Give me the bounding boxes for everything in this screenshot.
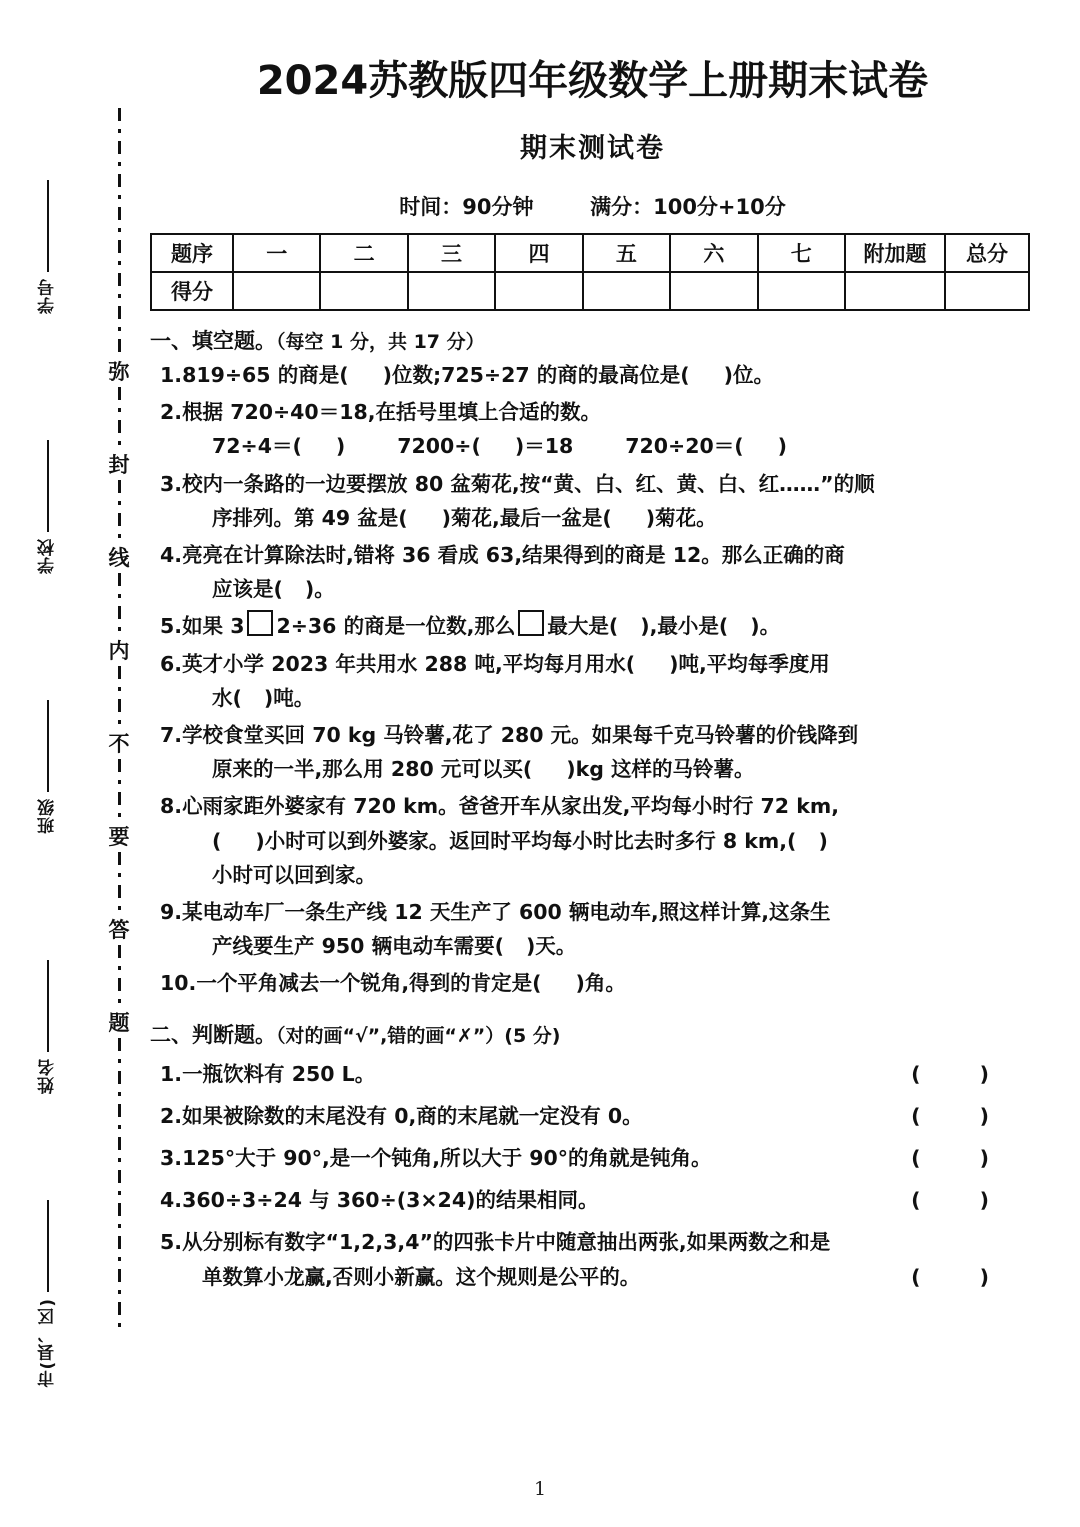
true-false-item-2 bbox=[150, 1100, 1035, 1133]
question-number: 3. bbox=[160, 471, 183, 496]
question-text: 心雨家距外婆家有 720 km。爸爸开车从家出发,平均每小时行 72 km, bbox=[182, 794, 839, 819]
table-row-score bbox=[151, 272, 1029, 310]
margin-label-xingming: 姓名 bbox=[37, 1058, 58, 1094]
expr-2-lhs: 7200÷( bbox=[397, 434, 481, 459]
question-text-end: 小时可以回到家。 bbox=[212, 862, 376, 887]
score-col-header-2: 二 bbox=[320, 234, 407, 272]
question-text-cont2: )菊花,最后一盆是( bbox=[441, 505, 612, 530]
question-text-end: )吨。 bbox=[263, 685, 315, 710]
seal-char-2: 线 bbox=[108, 546, 130, 570]
score-col-header-1: 一 bbox=[233, 234, 320, 272]
question-text-end: )角。 bbox=[575, 971, 626, 996]
seal-dash-segment bbox=[118, 1038, 121, 1328]
item-number: 5. bbox=[160, 1230, 183, 1255]
seal-dash-segment bbox=[118, 945, 121, 1009]
expr-1-lhs: 72÷4＝( bbox=[212, 434, 302, 459]
item-text: 125°大于 90°,是一个钝角,所以大于 90°的角就是钝角。 bbox=[182, 1146, 712, 1171]
question-text-cont: ( bbox=[212, 828, 222, 853]
question-text-cont2: )小时可以到外婆家。返回时平均每小时比去时多行 8 km,( bbox=[255, 828, 797, 853]
margin-field-shixianqu bbox=[18, 1200, 78, 1388]
question-6 bbox=[150, 648, 1035, 681]
question-text-cont: 2÷36 的商是一位数,那么 bbox=[276, 614, 516, 639]
question-text-cont3: ),最小是( bbox=[640, 614, 729, 639]
item-text: 从分别标有数字“1,2,3,4”的四张卡片中随意抽出两张,如果两数之和是 bbox=[182, 1230, 831, 1255]
exam-time-label: 时间：90分钟 bbox=[399, 195, 534, 219]
margin-rule bbox=[47, 440, 49, 532]
true-false-item-4 bbox=[150, 1184, 1035, 1217]
margin-rule bbox=[47, 700, 49, 792]
section-1-note: （每空 1 分，共 17 分） bbox=[276, 331, 485, 353]
question-7 bbox=[150, 719, 1035, 752]
seal-char-3: 内 bbox=[108, 639, 130, 663]
question-text-cont: 序排列。第 49 盆是( bbox=[212, 505, 408, 530]
score-cell-6[interactable] bbox=[670, 272, 757, 310]
seal-dash-segment bbox=[118, 480, 121, 544]
question-8-line3 bbox=[150, 859, 1035, 892]
seal-dash-segment bbox=[118, 387, 121, 451]
margin-rule bbox=[47, 960, 49, 1052]
question-text-cont: )位数;725÷27 的商的最高位是( bbox=[382, 363, 690, 387]
margin-label-xuexiao: 学校 bbox=[37, 538, 58, 574]
expr-1-rhs: ) bbox=[335, 434, 346, 459]
question-4-line2 bbox=[150, 573, 1035, 606]
question-text-cont2: 水( bbox=[212, 685, 242, 710]
question-2 bbox=[150, 396, 1035, 429]
score-table-row-label-0: 题序 bbox=[151, 234, 233, 272]
expr-3-lhs: 720÷20＝( bbox=[625, 434, 744, 459]
question-text: 学校食堂买回 70 kg 马铃薯,花了 280 元。如果每千克马铃薯的价钱降到 bbox=[182, 723, 859, 748]
true-false-item-5 bbox=[150, 1226, 1035, 1259]
question-1 bbox=[150, 359, 1035, 392]
answer-paren[interactable]: ( ) bbox=[911, 1061, 1015, 1086]
question-text: 一个平角减去一个锐角,得到的肯定是( bbox=[196, 971, 542, 996]
digit-box-icon[interactable] bbox=[247, 610, 273, 636]
question-8-line2 bbox=[150, 825, 1035, 858]
seal-dash-segment bbox=[118, 666, 121, 730]
exam-total-label: 满分：100分+10分 bbox=[590, 195, 786, 219]
question-text-end: )kg 这样的马铃薯。 bbox=[566, 757, 755, 782]
score-table bbox=[150, 233, 1030, 311]
answer-paren[interactable]: ( ) bbox=[911, 1103, 1015, 1128]
question-text: 某电动车厂一条生产线 12 天生产了 600 辆电动车,照这样计算,这条生 bbox=[182, 900, 831, 925]
true-false-item-1 bbox=[150, 1058, 1035, 1091]
section-2-title: 二、判断题。 bbox=[150, 1022, 276, 1047]
question-8 bbox=[150, 790, 1035, 823]
question-10 bbox=[150, 967, 1035, 1000]
question-number: 2. bbox=[160, 400, 183, 425]
table-row-header bbox=[151, 234, 1029, 272]
true-false-item-3 bbox=[150, 1142, 1035, 1175]
seal-char-6: 答 bbox=[108, 918, 130, 942]
score-cell-7[interactable] bbox=[758, 272, 845, 310]
score-col-header-6: 六 bbox=[670, 234, 757, 272]
expr-2-rhs: )＝18 bbox=[514, 434, 574, 459]
page-title: 2024苏教版四年级数学上册期末试卷 bbox=[256, 58, 929, 104]
paper-subtitle: 期末测试卷 bbox=[520, 133, 665, 164]
question-text: 校内一条路的一边要摆放 80 盆菊花,按“黄、白、红、黄、白、红……”的顺 bbox=[182, 471, 875, 496]
seal-dash-segment bbox=[118, 108, 121, 358]
score-cell-4[interactable] bbox=[495, 272, 582, 310]
expr-3-rhs: ) bbox=[777, 434, 787, 459]
score-cell-3[interactable] bbox=[408, 272, 495, 310]
section-1-title: 一、填空题。 bbox=[150, 329, 276, 353]
seal-char-7: 题 bbox=[108, 1011, 130, 1035]
seal-dash-segment bbox=[118, 852, 121, 916]
question-text-end: )天。 bbox=[525, 934, 577, 959]
question-number: 1. bbox=[160, 363, 183, 387]
margin-field-banji bbox=[18, 700, 78, 834]
question-text-cont: 原来的一半,那么用 280 元可以买( bbox=[212, 757, 533, 782]
question-text: 英才小学 2023 年共用水 288 吨,平均每月用水( bbox=[182, 651, 636, 676]
margin-field-xuexiao bbox=[18, 440, 78, 574]
question-number: 9. bbox=[160, 900, 183, 925]
section-2-note: （对的画“√”,错的画“✗”）(5 分) bbox=[276, 1024, 561, 1047]
question-text-end: )位。 bbox=[723, 363, 775, 387]
item-number: 4. bbox=[160, 1188, 183, 1213]
question-text-cont3: ) bbox=[818, 828, 828, 853]
question-7-line2 bbox=[150, 753, 1035, 786]
item-text: 一瓶饮料有 250 L。 bbox=[182, 1061, 376, 1086]
score-col-header-5: 五 bbox=[583, 234, 670, 272]
answer-paren[interactable]: ( ) bbox=[911, 1146, 1015, 1171]
seal-char-4: 不 bbox=[108, 732, 130, 756]
seal-char-1: 封 bbox=[108, 453, 130, 477]
item-text-cont: 单数算小龙赢,否则小新赢。这个规则是公平的。 bbox=[202, 1264, 641, 1289]
margin-label-banji: 班级 bbox=[37, 798, 58, 834]
margin-identity-strip bbox=[0, 0, 96, 1527]
digit-box-icon[interactable] bbox=[518, 610, 544, 636]
answer-paren[interactable]: ( ) bbox=[911, 1188, 1015, 1213]
question-4 bbox=[150, 539, 1035, 572]
question-text: 根据 720÷40＝18,在括号里填上合适的数。 bbox=[182, 400, 602, 425]
seal-char-5: 要 bbox=[108, 825, 130, 849]
score-cell-5[interactable] bbox=[583, 272, 670, 310]
score-cell-total[interactable] bbox=[945, 272, 1029, 310]
exam-meta-line bbox=[150, 191, 1035, 221]
question-number: 7. bbox=[160, 723, 183, 748]
question-text-cont2: 最大是( bbox=[547, 614, 619, 639]
item-number: 3. bbox=[160, 1146, 183, 1171]
question-6-line2 bbox=[150, 682, 1035, 715]
question-number: 5. bbox=[160, 614, 183, 639]
question-text: 819÷65 的商是( bbox=[182, 363, 349, 387]
margin-field-xuehao bbox=[18, 180, 78, 314]
true-false-item-5-line2 bbox=[150, 1261, 1035, 1294]
score-cell-1[interactable] bbox=[233, 272, 320, 310]
score-col-header-7: 七 bbox=[758, 234, 845, 272]
score-cell-extra[interactable] bbox=[845, 272, 945, 310]
item-text: 如果被除数的末尾没有 0,商的末尾就一定没有 0。 bbox=[182, 1103, 643, 1128]
score-cell-2[interactable] bbox=[320, 272, 407, 310]
margin-rule bbox=[47, 1200, 49, 1292]
seal-dash-segment bbox=[118, 573, 121, 637]
question-text-cont: 应该是( bbox=[212, 577, 283, 602]
question-number: 10. bbox=[160, 971, 197, 996]
question-text: 如果 3 bbox=[182, 614, 245, 639]
question-2-expressions bbox=[150, 430, 1035, 463]
question-3 bbox=[150, 468, 1035, 501]
section-heading-fill-in-blank bbox=[150, 325, 1035, 355]
question-number: 4. bbox=[160, 543, 183, 568]
question-5 bbox=[150, 610, 1035, 643]
margin-label-xuehao: 学号 bbox=[37, 278, 58, 314]
margin-rule bbox=[47, 180, 49, 272]
exam-paper-body bbox=[150, 0, 1035, 1294]
seal-line bbox=[104, 108, 134, 1408]
question-3-line2 bbox=[150, 502, 1035, 535]
score-col-header-extra: 附加题 bbox=[845, 234, 945, 272]
question-9-line2 bbox=[150, 930, 1035, 963]
item-number: 1. bbox=[160, 1061, 183, 1086]
question-text-cont: 产线要生产 950 辆电动车需要( bbox=[212, 934, 504, 959]
question-9 bbox=[150, 896, 1035, 929]
question-number: 6. bbox=[160, 651, 183, 676]
margin-label-shixianqu: 市(县、区) bbox=[37, 1298, 58, 1388]
page-number: 1 bbox=[533, 1478, 547, 1500]
question-text: 亮亮在计算除法时,错将 36 看成 63,结果得到的商是 12。那么正确的商 bbox=[182, 543, 845, 568]
item-text: 360÷3÷24 与 360÷(3×24)的结果相同。 bbox=[182, 1188, 599, 1213]
answer-paren[interactable]: ( ) bbox=[911, 1264, 1015, 1289]
section-heading-true-false bbox=[150, 1019, 1035, 1049]
seal-dash-segment bbox=[118, 759, 121, 823]
item-number: 2. bbox=[160, 1103, 183, 1128]
score-table-row-label-1: 得分 bbox=[151, 272, 233, 310]
score-col-header-total: 总分 bbox=[945, 234, 1029, 272]
question-number: 8. bbox=[160, 794, 183, 819]
score-col-header-4: 四 bbox=[495, 234, 582, 272]
question-text-end: )菊花。 bbox=[645, 505, 717, 530]
question-text-cont: )吨,平均每季度用 bbox=[669, 651, 830, 676]
score-col-header-3: 三 bbox=[408, 234, 495, 272]
question-text-end: )。 bbox=[304, 577, 335, 602]
seal-char-0: 弥 bbox=[108, 360, 130, 384]
question-text-end: )。 bbox=[750, 614, 781, 639]
margin-field-xingming bbox=[18, 960, 78, 1094]
